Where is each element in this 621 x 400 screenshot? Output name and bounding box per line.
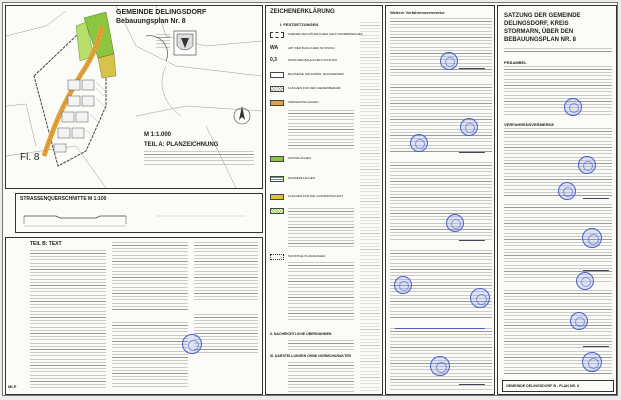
legend-entry-4: FLÄCHEN FÜR DEN GEMEINBEDARF <box>288 86 342 90</box>
legend-entry-0: GRENZE DES RÄUMLICHEN GELTUNGSBEREICHES <box>288 32 363 36</box>
signature-4 <box>395 322 488 329</box>
statute-title-4: BEBAUUNGSPLAN NR. 8 <box>504 37 577 43</box>
signature-3 <box>459 234 488 241</box>
legend-entry-3: BAUWEISE, BAULINIEN, BAUGRENZEN <box>288 72 344 76</box>
praeambel-heading: PRÄAMBEL <box>504 60 527 65</box>
stamp-3 <box>410 134 428 152</box>
legend-section-1: I. FESTSETZUNGEN <box>280 22 319 27</box>
part-b-col4 <box>194 242 258 302</box>
statute-title-3: STORMARN, ÜBER DEN <box>504 29 574 35</box>
legend-swatch-building <box>270 72 284 78</box>
legend-swatch-other <box>270 254 284 260</box>
legend-lines-a <box>288 110 354 150</box>
procedure-panel <box>385 5 495 395</box>
statute-title-2: DELINGSDORF, KREIS <box>504 21 569 27</box>
procedure-block-2 <box>390 84 492 154</box>
legend-swatch-boundary <box>270 32 284 38</box>
plan-title: Bebauungsplan Nr. 8 <box>116 18 186 25</box>
part-b-panel <box>5 237 263 395</box>
legend-lines-b <box>288 208 354 248</box>
section-heading: STRASSENQUERSCHNITTE M 1:100 <box>20 196 107 202</box>
legend-entry-5: VERKEHRSFLÄCHEN <box>288 100 319 104</box>
stamp-10 <box>558 182 576 200</box>
scale-label: M 1:1.000 <box>144 132 172 138</box>
statute-panel <box>497 5 617 395</box>
part-a-heading: TEIL A: PLANZEICHNUNG <box>144 142 219 148</box>
legend-swatch-water <box>270 176 284 182</box>
stamp-11 <box>582 228 602 248</box>
cross-section-panel <box>15 193 263 233</box>
corner-label: MLP <box>8 384 17 389</box>
praeambel-text <box>504 66 612 116</box>
signature-6 <box>583 192 612 199</box>
stamp-8 <box>564 98 582 116</box>
part-b-col3 <box>112 322 188 388</box>
footer-label: GEMEINDE DELINGSDORF B - PLAN NR. 8 <box>506 384 580 388</box>
signature-5 <box>459 378 488 385</box>
signature-2 <box>459 146 488 153</box>
verfahren-heading: VERFAHRENSVERMERKE <box>504 122 555 127</box>
stamp-6 <box>470 288 490 308</box>
stamp-13 <box>570 312 588 330</box>
legend-entry-7: WASSERFLÄCHEN <box>288 176 315 180</box>
map-panel <box>5 5 263 189</box>
procedure-block-1 <box>390 18 492 78</box>
legend-heading: ZEICHENERKLÄRUNG <box>270 9 335 15</box>
part-b-col5 <box>194 314 258 354</box>
stamp-7 <box>430 356 450 376</box>
procedure-block-3 <box>390 162 492 242</box>
legend-lines-c <box>288 262 354 322</box>
footer-box <box>502 380 614 392</box>
legend-symbol-grz: 0,3 <box>270 57 277 63</box>
legend-entry-2: MASS DER BAULICHEN NUTZUNG <box>288 58 338 62</box>
signature-8 <box>583 340 612 347</box>
stamp-12 <box>576 272 594 290</box>
part-b-col2 <box>112 242 188 312</box>
legend-swatch-agri <box>270 194 284 200</box>
legend-section-2: II. NACHRICHTLICHE ÜBERNAHMEN <box>270 332 332 336</box>
map-note-lines <box>156 34 170 50</box>
stamp-5 <box>394 276 412 294</box>
legend-swatch-public <box>270 86 284 92</box>
plan-sheet <box>2 2 618 396</box>
statute-subtitle <box>504 48 612 54</box>
legend-lines-d <box>288 340 354 350</box>
legend-swatch-green <box>270 156 284 162</box>
cross-section-drawing <box>16 194 262 232</box>
statute-title-1: SATZUNG DER GEMEINDE <box>504 13 581 19</box>
legend-swatch-road <box>270 100 284 106</box>
legend-symbol-wa: WA <box>270 45 279 51</box>
parcel-label: Fl. 8 <box>20 152 40 163</box>
stamp-2 <box>460 118 478 136</box>
stamp-4 <box>446 214 464 232</box>
legend-entry-1: ART DER BAULICHEN NUTZUNG <box>288 46 335 50</box>
part-b-col1 <box>30 250 106 388</box>
legend-entry-8: FLÄCHEN FÜR DIE LANDWIRTSCHAFT <box>288 194 344 198</box>
legend-entry-9: SONSTIGE PLANZEICHEN <box>288 254 326 258</box>
legend-section-3: III. DARSTELLUNGEN OHNE NORMCHARAKTER <box>270 354 352 358</box>
stamp-1 <box>440 52 458 70</box>
municipality-title: GEMEINDE DELINGSDORF <box>116 9 207 16</box>
signature-1 <box>459 62 488 69</box>
legend-panel <box>265 5 383 395</box>
stamp-14 <box>582 352 602 372</box>
legend-ref-lines <box>360 22 380 392</box>
part-b-heading: TEIL B: TEXT <box>30 241 62 247</box>
signature-7 <box>583 264 612 271</box>
procedure-heading: Weitere Verfahrensvermerke: <box>390 10 446 15</box>
legend-lines-e <box>288 362 354 392</box>
legend-swatch-green-hatch <box>270 208 284 214</box>
legend-entry-6: GRÜNFLÄCHEN <box>288 156 311 160</box>
part-a-text-lines <box>144 151 254 165</box>
stamp-9 <box>578 156 596 174</box>
official-stamp <box>182 334 202 354</box>
